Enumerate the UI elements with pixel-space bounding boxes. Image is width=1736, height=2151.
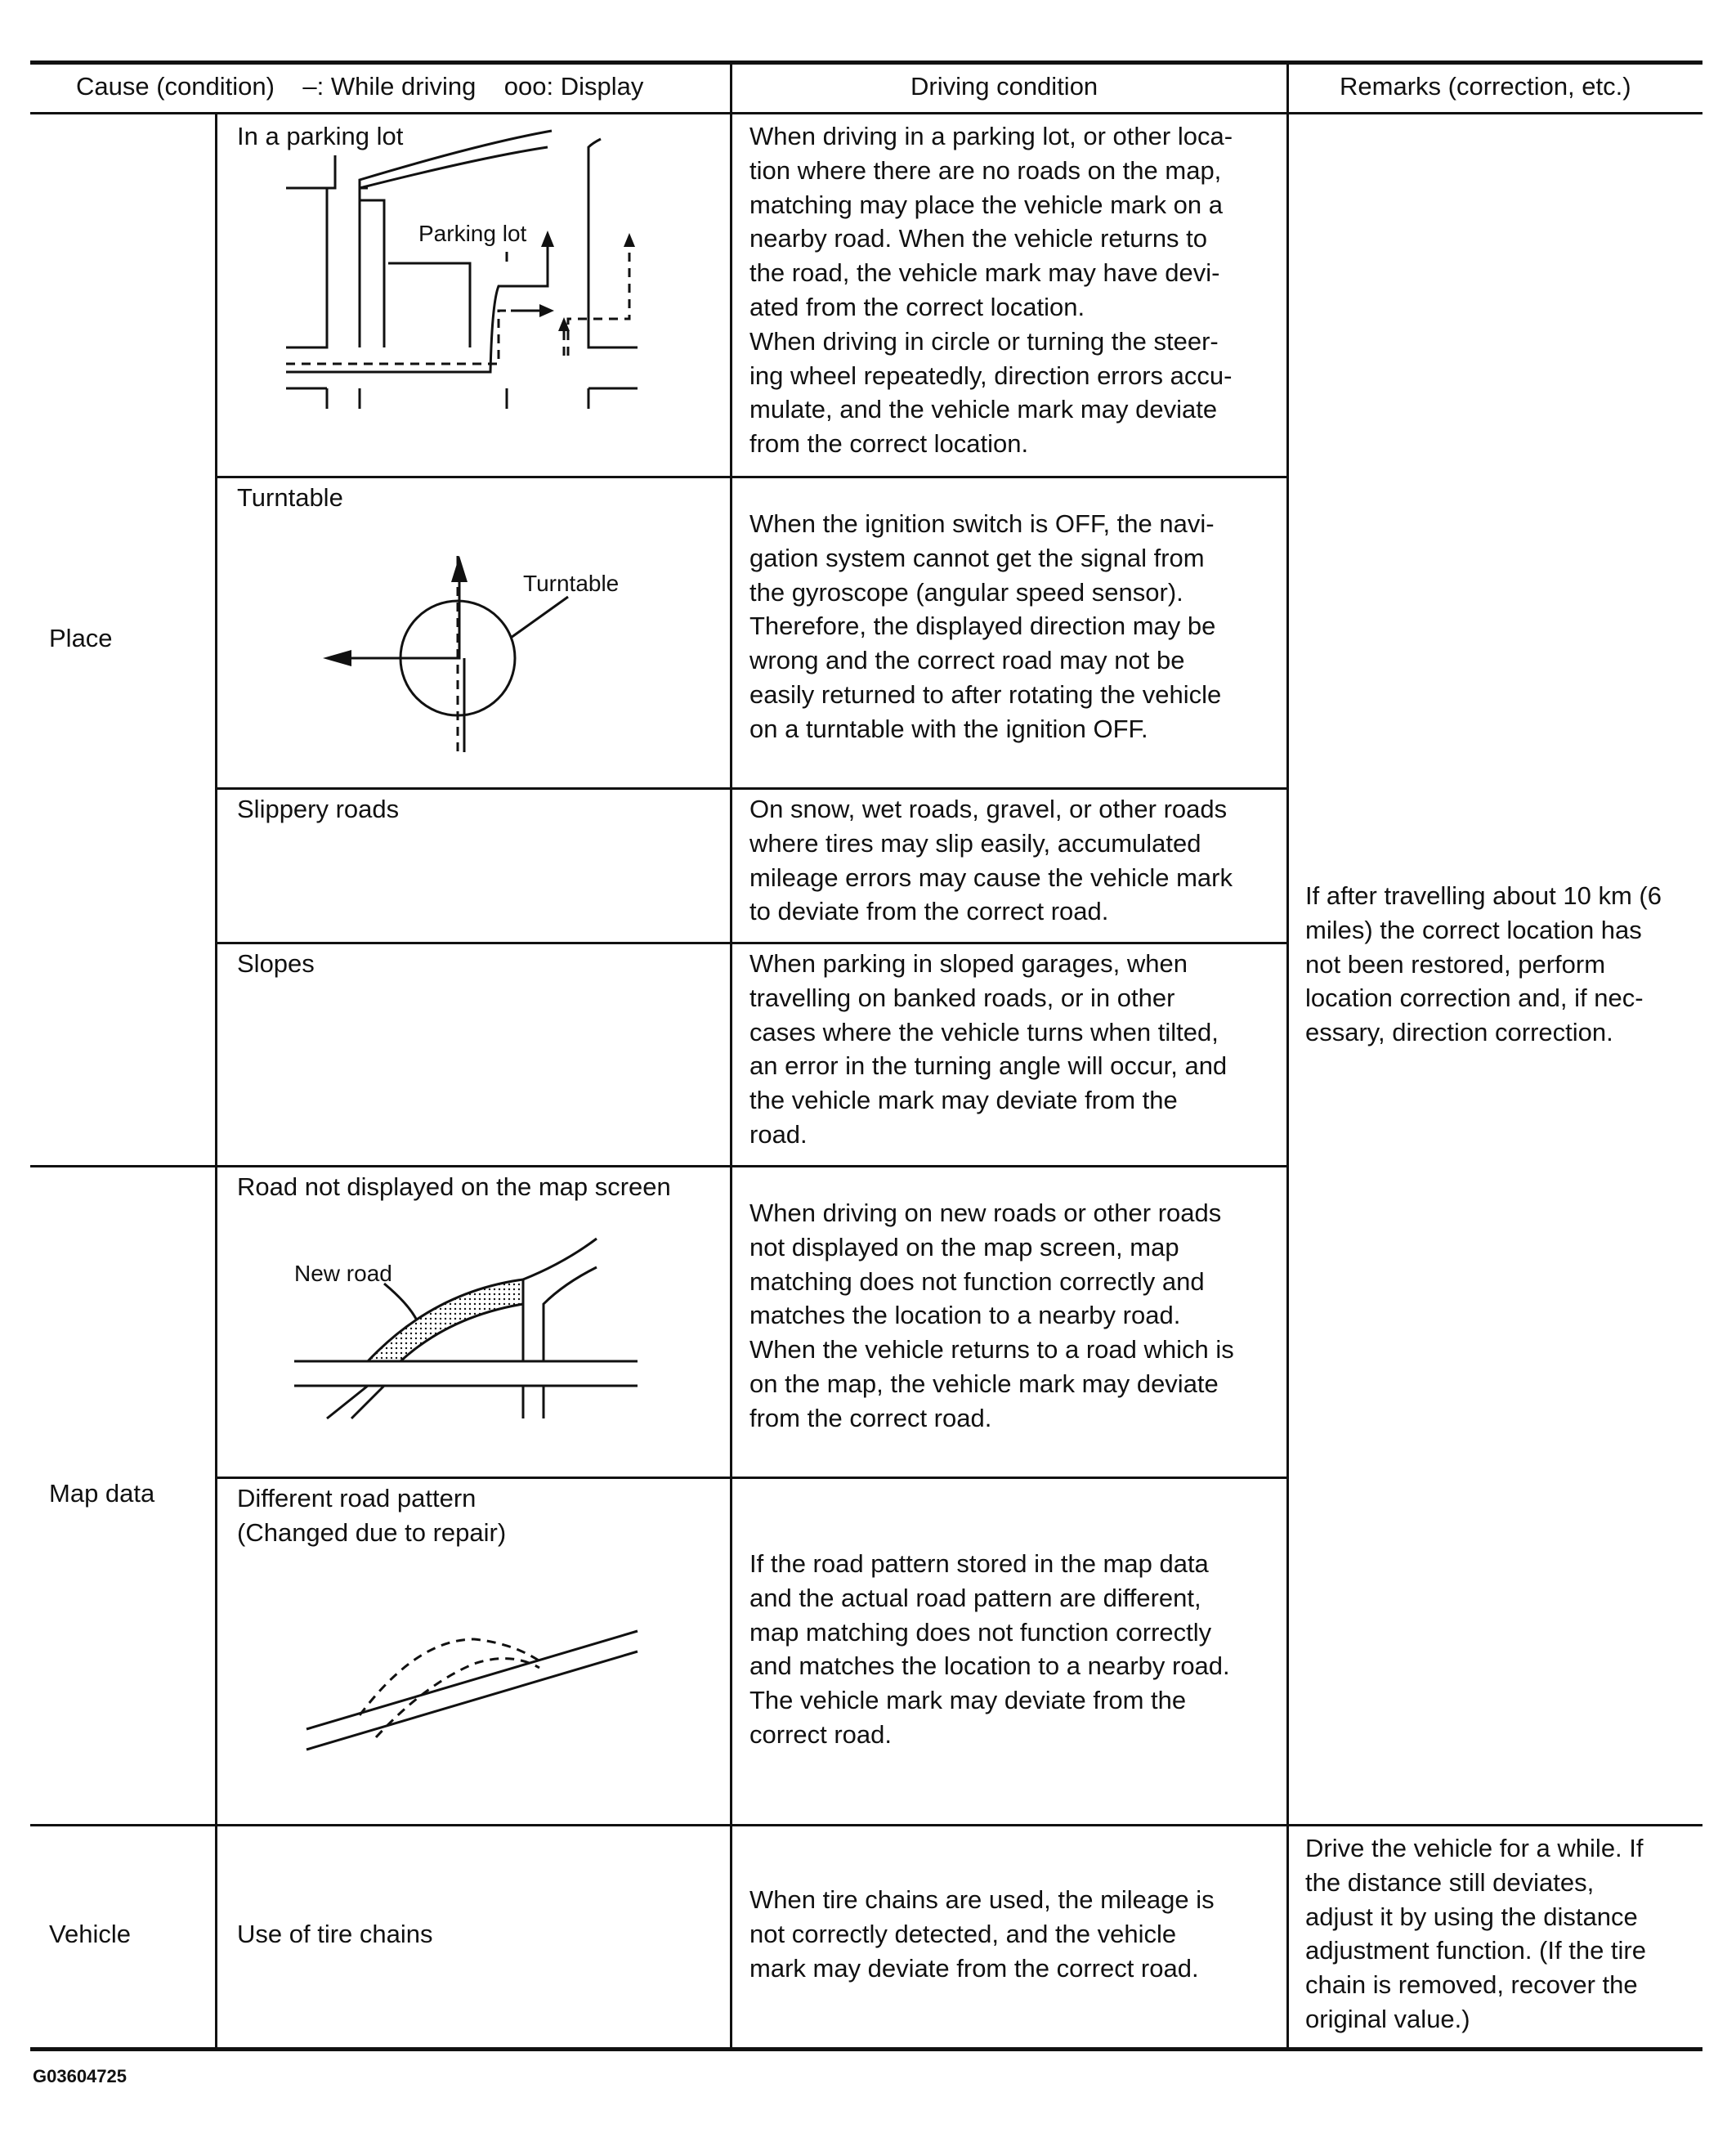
header-cause: Cause (condition) –: While driving ooo: Display [76, 72, 644, 101]
remarks-location-correction: If after travelling about 10 km (6 miles) the correct location has not been restored, perform location correction and, if nec- essary, direction correction. [1305, 881, 1662, 1047]
cause-turntable: Turntable [237, 483, 343, 512]
cause-tire-chains: Use of tire chains [237, 1920, 433, 1948]
column-divider-2 [730, 62, 732, 2047]
condition-parking-lot: When driving in a parking lot, or other loca- tion where there are no roads on the map, matching may place the vehicle mark on a nearby road. When the vehicle returns to the road, the vehicle mark may have devi- ated from the correct location. When driving in circle or turning the steer- ing wheel repeatedly, direction errors accu- mulate, and the vehicle mark may deviate from the correct location. [749, 122, 1233, 459]
group-label-vehicle: Vehicle [49, 1920, 131, 1948]
header-driving-condition: Driving condition [911, 72, 1098, 101]
group-label-place: Place [49, 624, 113, 652]
condition-slippery-roads: On snow, wet roads, gravel, or other roads where tires may slip easily, accumulated mileage errors may cause the vehicle mark to deviate from the correct road. [749, 795, 1233, 926]
group-label-map-data: Map data [49, 1479, 155, 1508]
new-road-diagram [286, 1243, 646, 1423]
row-rule-3 [215, 942, 1288, 944]
turntable-diagram [319, 523, 662, 769]
group-rule-map-data [30, 1824, 1702, 1826]
column-divider-1 [215, 114, 217, 2047]
header-remarks: Remarks (correction, etc.) [1340, 72, 1631, 101]
new-road-figure-label: New road [294, 1261, 392, 1286]
condition-tire-chains: When tire chains are used, the mileage is not correctly detected, and the vehicle mark may deviate from the correct road. [749, 1885, 1215, 1983]
cause-slippery-roads: Slippery roads [237, 795, 400, 823]
road-pattern-diagram [302, 1627, 646, 1758]
cause-different-road-pattern: Different road pattern (Changed due to repair) [237, 1484, 507, 1547]
parking-lot-figure-label: Parking lot [418, 221, 527, 246]
condition-different-road-pattern: If the road pattern stored in the map data and the actual road pattern are different, map matching does not function correctly and matches the location to a nearby road. The vehicle mark may deviate from the correct road. [749, 1549, 1230, 1749]
condition-road-not-displayed: When driving on new roads or other roads not displayed on the map screen, map matching does not function correctly and matches the location to a nearby road. When the vehicle returns to a road which is on the map, the vehicle mark may deviate from the correct road. [749, 1199, 1234, 1432]
header-bottom-rule [30, 112, 1702, 114]
figure-id: G03604725 [33, 2066, 127, 2086]
cause-parking-lot: In a parking lot [237, 122, 404, 150]
row-rule-1 [215, 476, 1288, 478]
remarks-distance-adjustment: Drive the vehicle for a while. If the distance still deviates, adjust it by using the distance adjustment function. (If the tire chain is removed, recover the original value.) [1305, 1834, 1646, 2033]
condition-turntable: When the ignition switch is OFF, the navi- gation system cannot get the signal from the gyroscope (angular speed sensor). Therefore, the displayed direction may be wrong and the correct road may not be easily returned to after rotating the vehicle on a turntable with the ignition OFF. [749, 509, 1222, 743]
turntable-figure-label: Turntable [523, 571, 620, 596]
parking-lot-diagram [278, 155, 646, 417]
cause-slopes: Slopes [237, 949, 315, 978]
column-divider-3 [1286, 62, 1289, 2047]
table-top-rule [30, 60, 1702, 65]
row-rule-2 [215, 787, 1288, 790]
condition-slopes: When parking in sloped garages, when travelling on banked roads, or in other cases where the vehicle turns when tilted, an error in the turning angle will occur, and the vehicle mark may deviate from the road. [749, 949, 1228, 1149]
cause-road-not-displayed: Road not displayed on the map screen [237, 1172, 671, 1201]
row-rule-5 [215, 1477, 1288, 1479]
group-rule-place [30, 1165, 1288, 1167]
table-bottom-rule [30, 2047, 1702, 2051]
